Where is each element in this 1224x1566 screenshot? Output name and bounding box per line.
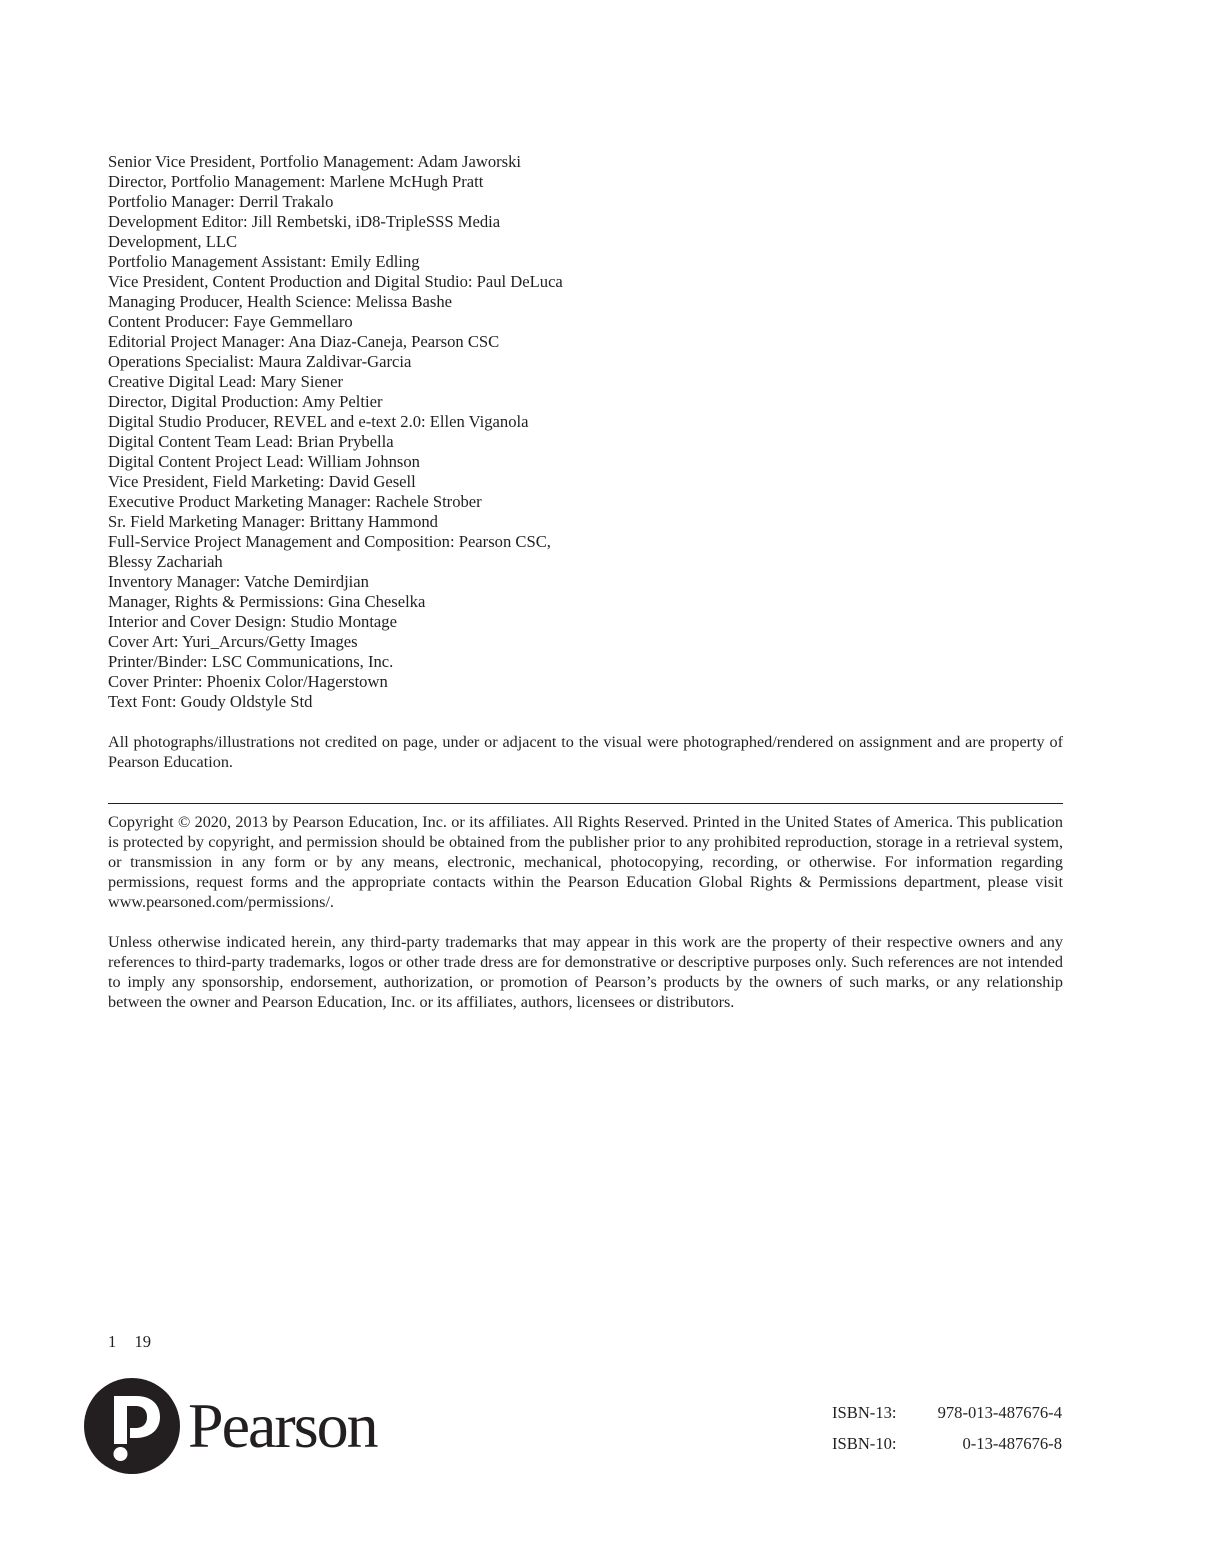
credit-line <box>108 272 1068 292</box>
credit-line <box>108 632 1068 652</box>
credit-line <box>108 332 1068 352</box>
credit-text: Senior Vice President, Portfolio Management: Adam Jaworski <box>108 152 522 171</box>
credit-line <box>108 312 1068 332</box>
credit-continuation: Blessy Zachariah <box>108 552 223 571</box>
credit-line <box>108 152 1068 172</box>
credit-line <box>108 212 1068 252</box>
pearson-p-logo-icon <box>84 1378 180 1474</box>
credit-line <box>108 432 1068 452</box>
credit-text: Portfolio Management Assistant: Emily Edling <box>108 252 420 271</box>
isbn-10-value: 0-13-487676-8 <box>962 1434 1062 1453</box>
credit-text: Director, Digital Production: Amy Peltier <box>108 392 383 411</box>
credit-text: Executive Product Marketing Manager: Rachele Strober <box>108 492 482 511</box>
credit-text: Content Producer: Faye Gemmellaro <box>108 312 353 331</box>
credit-line <box>108 492 1068 512</box>
credit-text: Editorial Project Manager: Ana Diaz-Caneja, Pearson CSC <box>108 332 500 351</box>
credit-text: Digital Studio Producer, REVEL and e-text 2.0: Ellen Viganola <box>108 412 529 431</box>
credit-line <box>108 352 1068 372</box>
isbn-13-line <box>832 1403 1062 1423</box>
credit-text: Director, Portfolio Management: Marlene McHugh Pratt <box>108 172 484 191</box>
credit-text: Cover Art: Yuri_Arcurs/Getty Images <box>108 632 358 651</box>
production-credits-list <box>108 152 1068 712</box>
credit-text: Interior and Cover Design: Studio Montage <box>108 612 397 631</box>
credit-line <box>108 672 1068 692</box>
isbn-10-line <box>832 1434 1062 1454</box>
credit-text: Operations Specialist: Maura Zaldivar-Garcia <box>108 352 412 371</box>
credit-text: Text Font: Goudy Oldstyle Std <box>108 692 313 711</box>
isbn-13-value: 978-013-487676-4 <box>937 1403 1062 1422</box>
credit-continuation: Development, LLC <box>108 232 238 251</box>
copyright-paragraph: Copyright © 2020, 2013 by Pearson Education, Inc. or its affiliates. All Rights Reserved. Printed in the United States of America. This publication is protected by copyright, and permission should be obtained from the publisher prior to any prohibited reproduction, storage in a retrieval system, or transmission in any form or by any means, electronic, mechanical, photocopying, recording, or otherwise. For information regarding permissions, request forms and the appropriate contacts within the Pearson Education Global Rights & Permissions department, please visit www.pearsoned.com/permissions/. <box>108 813 1063 911</box>
credit-text: Cover Printer: Phoenix Color/Hagerstown <box>108 672 388 691</box>
credit-line <box>108 532 1068 572</box>
credit-line <box>108 512 1068 532</box>
pearson-logo <box>84 1378 414 1478</box>
pearson-wordmark: Pearson <box>188 1390 377 1461</box>
credit-text: Printer/Binder: LSC Communications, Inc. <box>108 652 394 671</box>
credit-text: Digital Content Project Lead: William Johnson <box>108 452 420 471</box>
credit-text: Managing Producer, Health Science: Melissa Bashe <box>108 292 453 311</box>
credit-text: Full-Service Project Management and Composition: Pearson CSC, <box>108 532 551 551</box>
credit-text: Portfolio Manager: Derril Trakalo <box>108 192 334 211</box>
photo-credit-notice: All photographs/illustrations not credited on page, under or adjacent to the visual were photographed/rendered on assignment and are property of Pearson Education. <box>108 733 1063 771</box>
print-line-number: 1 19 <box>108 1332 152 1351</box>
credit-line <box>108 392 1068 412</box>
section-divider <box>108 803 1063 804</box>
credit-line <box>108 452 1068 472</box>
credit-line <box>108 252 1068 272</box>
credit-text: Manager, Rights & Permissions: Gina Cheselka <box>108 592 426 611</box>
credit-text: Sr. Field Marketing Manager: Brittany Hammond <box>108 512 438 531</box>
isbn-10-label: ISBN-10: <box>832 1434 897 1453</box>
credit-line <box>108 172 1068 192</box>
credit-text: Inventory Manager: Vatche Demirdjian <box>108 572 369 591</box>
isbn-13-label: ISBN-13: <box>832 1403 897 1422</box>
credit-text: Digital Content Team Lead: Brian Prybella <box>108 432 394 451</box>
credit-line <box>108 652 1068 672</box>
credit-text: Development Editor: Jill Rembetski, iD8-TripleSSS Media <box>108 212 501 231</box>
credit-text: Vice President, Content Production and Digital Studio: Paul DeLuca <box>108 272 563 291</box>
credit-text: Vice President, Field Marketing: David Gesell <box>108 472 416 491</box>
credit-text: Creative Digital Lead: Mary Siener <box>108 372 343 391</box>
credit-line <box>108 472 1068 492</box>
credit-line <box>108 192 1068 212</box>
trademark-paragraph: Unless otherwise indicated herein, any third-party trademarks that may appear in this work are the property of their respective owners and any references to third-party trademarks, logos or other trade dress are for demonstrative or descriptive purposes only. Such references are not intended to imply any sponsorship, endorsement, authorization, or promotion of Pearson’s products by the owners of such marks, or any relationship between the owner and Pearson Education, Inc. or its affiliates, authors, licensees or distributors. <box>108 933 1063 1011</box>
credit-line <box>108 292 1068 312</box>
credit-line <box>108 572 1068 592</box>
credit-line <box>108 692 1068 712</box>
credit-line <box>108 612 1068 632</box>
credit-line <box>108 412 1068 432</box>
credit-line <box>108 372 1068 392</box>
credit-line <box>108 592 1068 612</box>
